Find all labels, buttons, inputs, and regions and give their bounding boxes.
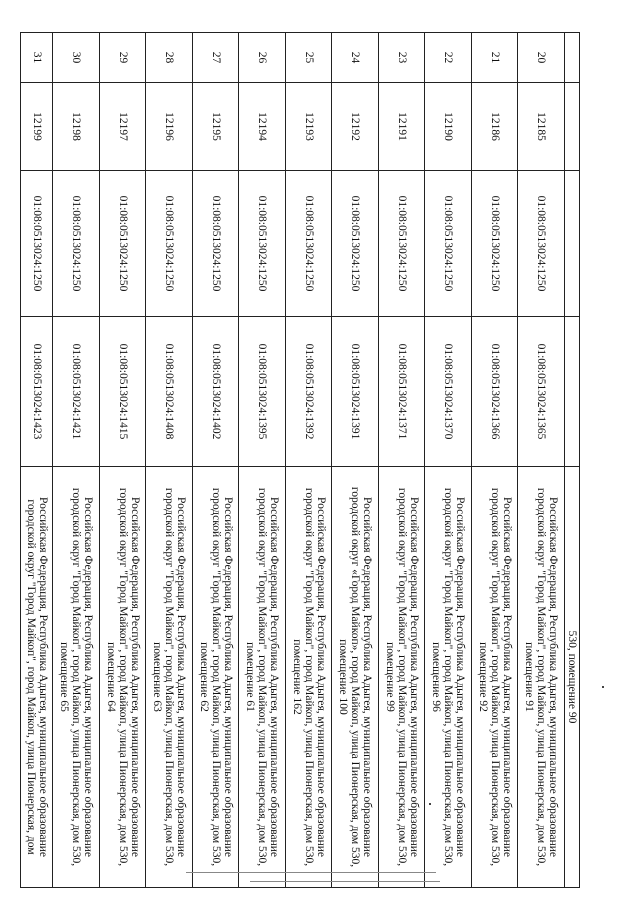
cell-num: 31 xyxy=(21,33,53,83)
cell-land: 01:08:0513024:1250 xyxy=(99,171,146,317)
cell-num: 29 xyxy=(99,33,146,83)
cell-num xyxy=(565,33,580,83)
cell-code: 12196 xyxy=(146,83,193,171)
table-row-continued xyxy=(565,33,580,888)
cell-cad: 01:08:0513024:1392 xyxy=(285,317,332,467)
scan-artifact-dot xyxy=(429,803,431,805)
cell-address: Российская Федерация, Республика Адыгея, муниципальное образование городской округ "Город Майкоп", город Майкоп, улица Пионерская, дом 530, помещение 62 xyxy=(192,467,239,888)
scan-artifact-line xyxy=(250,881,440,882)
table-row xyxy=(192,33,239,888)
cell-num: 25 xyxy=(285,33,332,83)
cell-cad: 01:08:0513024:1370 xyxy=(425,317,472,467)
scan-artifact-dot xyxy=(602,686,604,688)
cell-code: 12199 xyxy=(21,83,53,171)
cell-land: 01:08:0513024:1250 xyxy=(471,171,518,317)
cell-address: Российская Федерация, Республика Адыгея, муниципальное образование городской округ "Город Майкоп", город Майкоп, улица Пионерская, дом 530, помещение 162 xyxy=(285,467,332,888)
cell-address: Российская Федерация, Республика Адыгея, муниципальное образование городской округ "Город Майкоп", город Майкоп, улица Пионерская, дом 530, помещение 96 xyxy=(425,467,472,888)
cell-address: Российская Федерация, Республика Адыгея, муниципальное образование городской округ "Город Майкоп", город Майкоп, улица Пионерская, дом 530, помещение 63 xyxy=(146,467,193,888)
table-row xyxy=(53,33,100,888)
cell-code xyxy=(565,83,580,171)
cell-num: 26 xyxy=(239,33,286,83)
cell-address: Российская Федерация, Республика Адыгея, муниципальное образование городской округ "Город Майкоп", город Майкоп, улица Пионерская, дом 530, помещение 99 xyxy=(378,467,425,888)
cell-land: 01:08:0513024:1250 xyxy=(332,171,379,317)
cell-num: 28 xyxy=(146,33,193,83)
property-table xyxy=(20,32,580,888)
scan-artifact-line xyxy=(186,872,436,873)
table-row xyxy=(518,33,565,888)
cell-num: 30 xyxy=(53,33,100,83)
cell-code: 12198 xyxy=(53,83,100,171)
cell-cad: 01:08:0513024:1402 xyxy=(192,317,239,467)
cell-num: 22 xyxy=(425,33,472,83)
cell-address: Российская Федерация, Республика Адыгея, муниципальное образование городской округ "Город Майкоп", город Майкоп, улица Пионерская, дом 530, помещение 61 xyxy=(239,467,286,888)
cell-land: 01:08:0513024:1250 xyxy=(192,171,239,317)
table-row xyxy=(239,33,286,888)
cell-address: Российская Федерация, Республика Адыгея, муниципальное образование городской округ "Город Майкоп", город Майкоп, улица Пионерская, дом 530, помещение 64 xyxy=(99,467,146,888)
cell-num: 24 xyxy=(332,33,379,83)
cell-cad: 01:08:0513024:1408 xyxy=(146,317,193,467)
cell-code: 12190 xyxy=(425,83,472,171)
cell-code: 12197 xyxy=(99,83,146,171)
cell-code: 12194 xyxy=(239,83,286,171)
cell-land: 01:08:0513024:1250 xyxy=(285,171,332,317)
cell-address: Российская Федерация, Республика Адыгея, муниципальное образование городской округ "Город Майкоп", город Майкоп, улица Пионерская, дом 530, помещение 65 xyxy=(53,467,100,888)
cell-code: 12192 xyxy=(332,83,379,171)
table-row xyxy=(285,33,332,888)
cell-address: Российская Федерация, Республика Адыгея, муниципальное образование городской округ "Город Майкоп", город Майкоп, улица Пионерская, дом xyxy=(21,467,53,888)
cell-cad: 01:08:0513024:1371 xyxy=(378,317,425,467)
cell-code: 12191 xyxy=(378,83,425,171)
cell-cad: 01:08:0513024:1391 xyxy=(332,317,379,467)
rotated-table-wrapper xyxy=(20,32,580,887)
table-row xyxy=(425,33,472,888)
cell-cad: 01:08:0513024:1366 xyxy=(471,317,518,467)
table-row xyxy=(99,33,146,888)
cell-cad: 01:08:0513024:1421 xyxy=(53,317,100,467)
table-row xyxy=(21,33,53,888)
cell-land: 01:08:0513024:1250 xyxy=(53,171,100,317)
cell-land: 01:08:0513024:1250 xyxy=(239,171,286,317)
cell-num: 21 xyxy=(471,33,518,83)
cell-land: 01:08:0513024:1250 xyxy=(21,171,53,317)
cell-land: 01:08:0513024:1250 xyxy=(146,171,193,317)
cell-code: 12195 xyxy=(192,83,239,171)
cell-land: 01:08:0513024:1250 xyxy=(425,171,472,317)
table-row xyxy=(378,33,425,888)
cell-land xyxy=(565,171,580,317)
cell-cad: 01:08:0513024:1415 xyxy=(99,317,146,467)
table-row xyxy=(146,33,193,888)
cell-num: 27 xyxy=(192,33,239,83)
table-row xyxy=(332,33,379,888)
table-row xyxy=(471,33,518,888)
cell-num: 20 xyxy=(518,33,565,83)
cell-address: Российская Федерация, Республика Адыгея, муниципальное образование городской округ "Город Майкоп", город Майкоп, улица Пионерская, дом 530, помещение 92 xyxy=(471,467,518,888)
cell-cad: 01:08:0513024:1365 xyxy=(518,317,565,467)
cell-address: Российская Федерация, Республика Адыгея, муниципальное образование городской округ «Город Майкоп», город Майкоп, улица Пионерская, дом 530, помещение 100 xyxy=(332,467,379,888)
cell-cad xyxy=(565,317,580,467)
cell-land: 01:08:0513024:1250 xyxy=(378,171,425,317)
cell-code: 12185 xyxy=(518,83,565,171)
cell-land: 01:08:0513024:1250 xyxy=(518,171,565,317)
property-table-body xyxy=(21,33,580,888)
cell-address: 530, помещение 90 xyxy=(565,467,580,888)
cell-cad: 01:08:0513024:1395 xyxy=(239,317,286,467)
cell-num: 23 xyxy=(378,33,425,83)
cell-cad: 01:08:0513024:1423 xyxy=(21,317,53,467)
cell-code: 12193 xyxy=(285,83,332,171)
cell-address: Российская Федерация, Республика Адыгея, муниципальное образование городской округ "Город Майкоп", город Майкоп, улица Пионерская, дом 530, помещение 91 xyxy=(518,467,565,888)
cell-code: 12186 xyxy=(471,83,518,171)
